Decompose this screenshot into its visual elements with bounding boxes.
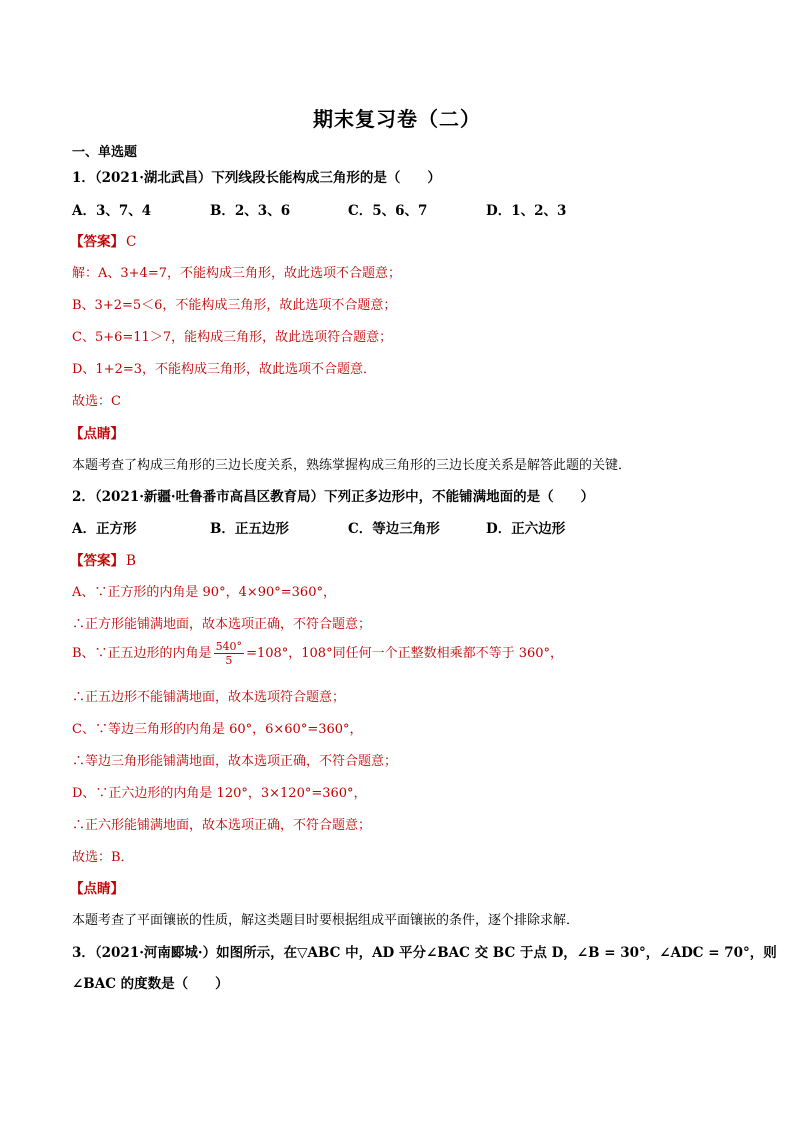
- q1-option-a: A．3、7、4: [72, 203, 152, 219]
- fraction-denominator: 5: [225, 654, 233, 667]
- q1-answer-block: [70, 230, 136, 250]
- q2-sol-b-suffix: =108°，108°同任何一个正整数相乘都不等于 360°，: [246, 646, 564, 661]
- q2-solution-line: D、∵正六边形的内角是 120°，3×120°=360°，: [72, 786, 367, 801]
- fraction: [214, 640, 245, 667]
- q2-answer-block: [70, 549, 136, 569]
- q2-review-tag: 【点睛】: [70, 881, 124, 897]
- q1-review-text: 本题考查了构成三角形的三边长度关系，熟练掌握构成三角形的三边长度关系是解答此题的关键．: [72, 458, 632, 473]
- q2-solution-line: 故选：B．: [72, 850, 134, 865]
- q2-solution-line: ∴正五边形不能铺满地面，故本选项符合题意；: [72, 690, 346, 705]
- q1-solution-line: 故选：C: [72, 394, 121, 409]
- q1-solution-line: C、5+6=11＞7，能构成三角形，故此选项符合题意；: [72, 330, 393, 345]
- fraction-numerator: 540°: [215, 640, 243, 653]
- q1-option-d: D．1、2、3: [486, 203, 567, 219]
- q2-solution-line: C、∵等边三角形的内角是 60°，6×60°=360°，: [72, 722, 363, 737]
- q1-review-tag: 【点睛】: [70, 426, 124, 442]
- q2-solution-line: ∴等边三角形能铺满地面，故本选项正确，不符合题意；: [72, 754, 398, 769]
- q1-option-b: B．2、3、6: [210, 203, 291, 219]
- page-title: 期末复习卷（二）: [313, 107, 481, 131]
- q2-solution-line: ∴正方形能铺满地面，故本选项正确，不符合题意；: [72, 617, 372, 632]
- question-1-stem: 1．（2021·湖北武昌）下列线段长能构成三角形的是（ ）: [72, 170, 441, 186]
- q2-solution-line-fraction: [72, 640, 563, 667]
- q2-solution-line: A、∵正方形的内角是 90°，4×90°=360°，: [72, 585, 336, 600]
- question-2-stem: 2．（2021·新疆·吐鲁番市高昌区教育局）下列正多边形中，不能铺满地面的是（ ）: [72, 489, 595, 505]
- q2-option-d: D．正六边形: [486, 521, 566, 537]
- question-3-stem: 3．（2021·河南郾城·）如图所示，在▽ABC 中，AD 平分∠BAC 交 BC 于点 D，∠B = 30°，∠ADC = 70°，则: [72, 945, 777, 961]
- section-heading: 一、单选题: [72, 145, 138, 160]
- q2-answer-value: B: [126, 553, 136, 569]
- q2-review-text: 本题考查了平面镶嵌的性质，解这类题目时要根据组成平面镶嵌的条件，逐个排除求解．: [72, 913, 580, 928]
- q1-answer-tag: 【答案】: [70, 234, 124, 250]
- q2-solution-line: ∴正六形能铺满地面，故本选项正确，不符合题意；: [72, 818, 372, 833]
- q1-solution-line: D、1+2=3，不能构成三角形，故此选项不合题意．: [72, 362, 377, 377]
- q1-option-c: C．5、6、7: [348, 203, 428, 219]
- q2-sol-b-prefix: B、∵正五边形的内角是: [72, 646, 212, 661]
- q2-answer-tag: 【答案】: [70, 553, 124, 569]
- q2-option-a: A．正方形: [72, 521, 137, 537]
- q2-option-b: B．正五边形: [210, 521, 289, 537]
- q1-solution-line: B、3+2=5＜6，不能构成三角形，故此选项不合题意；: [72, 298, 397, 313]
- question-3-stem-cont: ∠BAC 的度数是（ ）: [72, 976, 229, 992]
- q1-answer-value: C: [126, 234, 137, 250]
- q1-solution-line: 解：A、3+4=7，不能构成三角形，故此选项不合题意；: [72, 266, 401, 281]
- q2-option-c: C．等边三角形: [348, 521, 440, 537]
